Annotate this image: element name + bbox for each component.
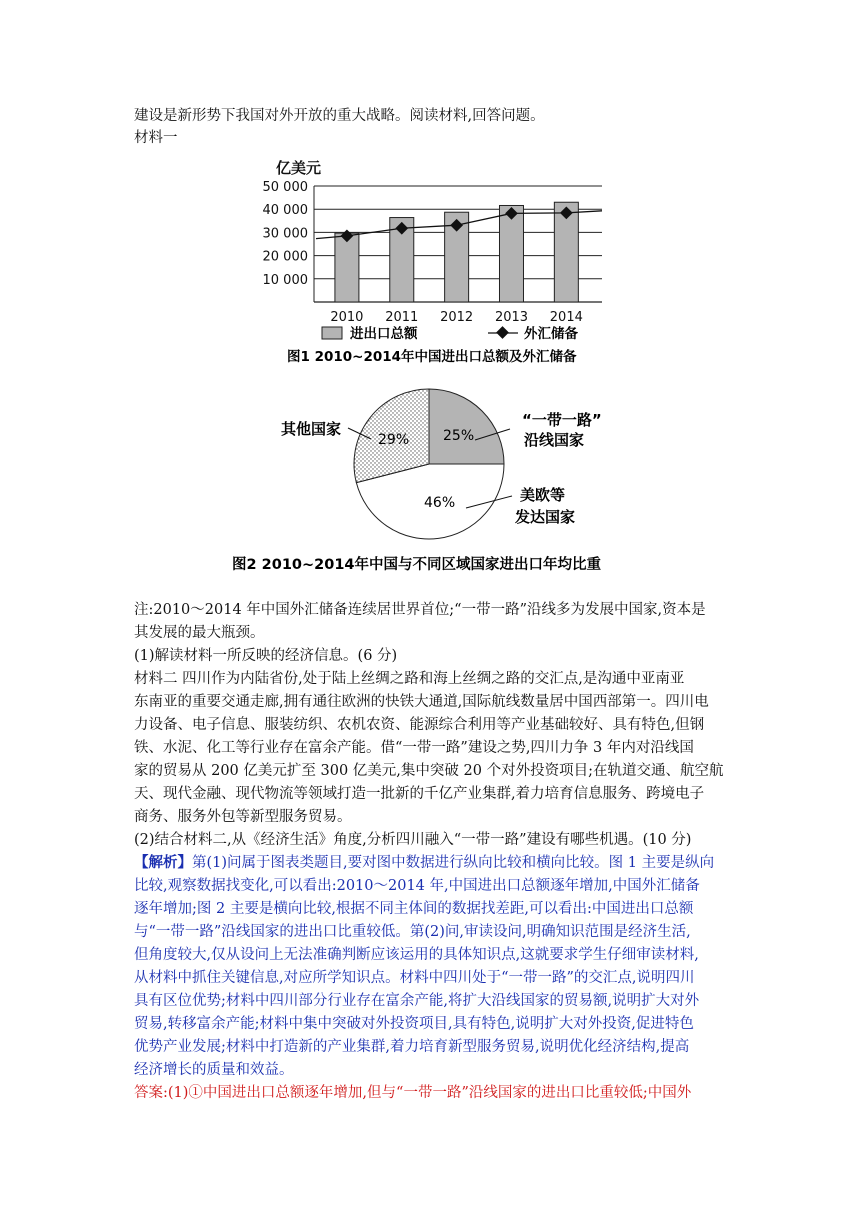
material-1-label: 材料一 — [134, 130, 178, 146]
y-tick-label: 40 000 — [262, 203, 308, 219]
slice-label-others: 29% — [378, 432, 410, 448]
c1-bars — [335, 202, 578, 302]
x-tick-label: 2011 — [385, 310, 419, 325]
question-2: (2)结合材料二,从《经济生活》角度,分析四川融入“一带一路”建设有哪些机遇。(10 分) — [134, 832, 692, 848]
answer-line-1: 答案:(1)①中国进出口总额逐年增加,但与“一带一路”沿线国家的进出口比重较低;中国外 — [134, 1085, 692, 1101]
pie-name-others: 其他国家 — [281, 420, 342, 438]
analysis-line-9: 优势产业发展;材料中打造新的产业集群,着力培育新型服务贸易,说明优化经济结构,提高 — [134, 1039, 690, 1055]
y-tick-label: 50 000 — [262, 180, 308, 195]
analysis-line-8: 贸易,转移富余产能;材料中集中突破对外投资项目,具有特色,说明扩大对外投资,促进特色 — [134, 1016, 694, 1032]
material-2-line-7: 商务、服务外包等新型服务贸易。 — [134, 809, 352, 825]
chart1-group — [263, 159, 603, 365]
analysis-line-1 — [134, 853, 714, 873]
legend-line-label: 外汇储备 — [524, 326, 578, 342]
material-2-line-3: 力设备、电子信息、服装纺织、农机农资、能源综合利用等产业基础较好、具有特色,但钢 — [134, 717, 705, 733]
analysis-tag: 【解析】 — [134, 854, 192, 871]
note-line-2: 其发展的最大瓶颈。 — [134, 625, 265, 641]
y-axis-unit-label: 亿美元 — [276, 159, 322, 177]
question-1: (1)解读材料一所反映的经济信息。(6 分) — [134, 648, 398, 664]
analysis-line-5: 但角度较大,仅从设问上无法准确判断应该运用的具体知识点,这就要求学生仔细审读材料, — [134, 947, 699, 963]
x-tick-label: 2014 — [549, 310, 583, 325]
pie-name-belt-road-2: 沿线国家 — [524, 431, 585, 449]
pie-name-developed-1: 美欧等 — [520, 486, 566, 504]
legend-bar-swatch — [322, 327, 342, 339]
material-2-line-5: 家的贸易从 200 亿美元扩至 300 亿美元,集中突破 20 个对外投资项目;在轨道交通、航空航 — [134, 763, 724, 779]
analysis-line-7: 具有区位优势;材料中四川部分行业存在富余产能,将扩大沿线国家的贸易额,说明扩大对外 — [134, 993, 700, 1009]
material-2-line-1: 材料二 四川作为内陆省份,处于陆上丝绸之路和海上丝绸之路的交汇点,是沟通中亚南亚 — [134, 671, 685, 687]
analysis-line-2: 比较,观察数据找变化,可以看出:2010～2014 年,中国进出口总额逐年增加,中国外汇储备 — [134, 878, 700, 894]
note-line-1: 注:2010～2014 年中国外汇储备连续居世界首位;“一带一路”沿线多为发展中国家,资本是 — [134, 602, 706, 618]
material-2-line-2: 东南亚的重要交通走廊,拥有通往欧洲的快铁大通道,国际航线数量居中国西部第一。四川电 — [134, 694, 709, 710]
y-tick-label: 20 000 — [262, 249, 308, 265]
analysis-line-4: 与“一带一路”沿线国家的进出口比重较低。第(2)问,审读设问,明确知识范围是经济生活, — [134, 924, 691, 940]
c2-slices — [354, 389, 504, 539]
pie-slice-belt-road — [429, 389, 504, 464]
pie-name-developed-2: 发达国家 — [515, 508, 576, 526]
analysis-text-1: 第(1)问属于图表类题目,要对图中数据进行纵向比较和横向比较。图 1 主要是纵向 — [192, 855, 715, 871]
analysis-line-6: 从材料中抓住关键信息,对应所学知识点。材料中四川处于“一带一路”的交汇点,说明四川 — [134, 970, 695, 986]
figure-2-caption: 图2 2010~2014年中国与不同区域国家进出口年均比重 — [232, 557, 601, 573]
y-tick-label: 30 000 — [262, 226, 308, 242]
figure-1-chart — [0, 0, 860, 380]
legend-bar-label: 进出口总额 — [350, 326, 418, 342]
analysis-line-10: 经济增长的质量和效益。 — [134, 1062, 294, 1078]
material-2-line-6: 天、现代金融、现代物流等领域打造一批新的千亿产业集群,着力培育信息服务、跨境电子 — [134, 786, 705, 802]
c1-x-tick-labels — [330, 310, 583, 325]
analysis-line-3: 逐年增加;图 2 主要是横向比较,根据不同主体间的数据找差距,可以看出:中国进出口总额 — [134, 901, 694, 917]
x-tick-label: 2012 — [440, 310, 474, 325]
bar — [335, 233, 359, 302]
y-tick-label: 10 000 — [262, 272, 308, 288]
bar — [499, 205, 523, 302]
material-2-line-4: 铁、水泥、化工等行业存在富余产能。借“一带一路”建设之势,四川力争 3 年内对沿线国 — [134, 740, 694, 756]
figure-1-caption: 图1 2010~2014年中国进出口总额及外汇储备 — [287, 349, 577, 365]
intro-line: 建设是新形势下我国对外开放的重大战略。阅读材料,回答问题。 — [134, 108, 545, 124]
legend-line-marker — [496, 326, 509, 339]
x-tick-label: 2010 — [330, 310, 364, 325]
c1-y-tick-labels — [263, 180, 309, 288]
slice-label-belt-road: 25% — [443, 428, 475, 444]
slice-label-developed: 46% — [424, 495, 456, 511]
x-tick-label: 2013 — [494, 310, 529, 325]
pie-name-belt-road-1: “一带一路” — [522, 411, 602, 429]
figure-2-chart — [0, 380, 860, 580]
